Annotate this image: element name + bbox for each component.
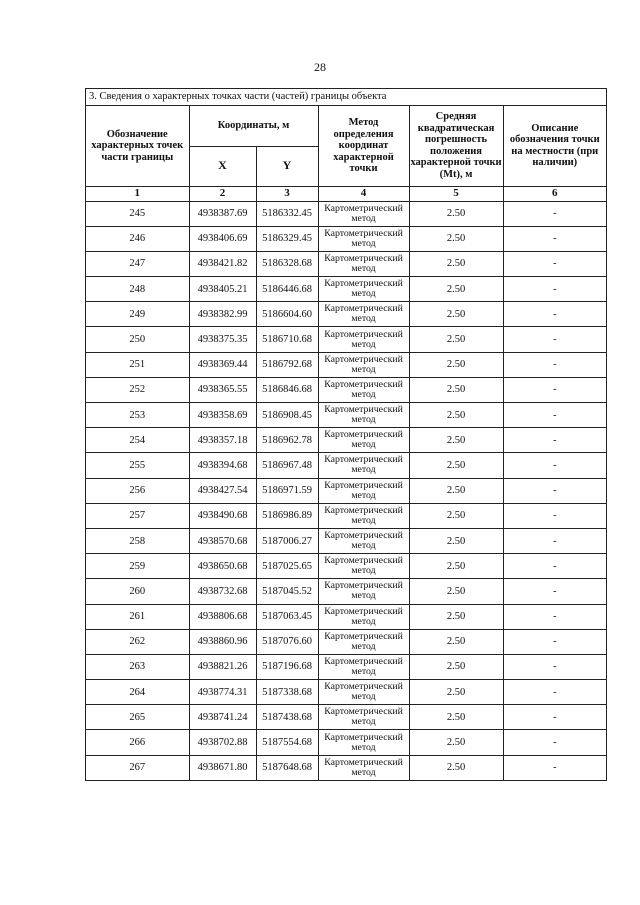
method-cell: Картометрический метод: [318, 680, 409, 705]
rms-error-cell: 2.50: [409, 403, 503, 428]
x-coordinate-cell: 4938774.31: [189, 680, 256, 705]
table-row: [86, 528, 606, 553]
method-cell: Картометрический метод: [318, 352, 409, 377]
column-numbers-row: [86, 186, 606, 201]
description-cell: -: [503, 352, 606, 377]
table-row: [86, 730, 606, 755]
column-number: 2: [189, 186, 256, 201]
description-cell: -: [503, 302, 606, 327]
rms-error-cell: 2.50: [409, 730, 503, 755]
y-coordinate-cell: 5186962.78: [256, 428, 318, 453]
x-coordinate-cell: 4938421.82: [189, 251, 256, 276]
rms-error-cell: 2.50: [409, 528, 503, 553]
description-cell: -: [503, 654, 606, 679]
header-rms-error: Средняя квадратическая погрешность положения характерной точки (Mt), м: [409, 106, 503, 186]
column-number: 6: [503, 186, 606, 201]
y-coordinate-cell: 5186971.59: [256, 478, 318, 503]
rms-error-cell: 2.50: [409, 428, 503, 453]
rms-error-cell: 2.50: [409, 755, 503, 780]
x-coordinate-cell: 4938570.68: [189, 528, 256, 553]
table-row: [86, 604, 606, 629]
description-cell: -: [503, 428, 606, 453]
rms-error-cell: 2.50: [409, 377, 503, 402]
x-coordinate-cell: 4938741.24: [189, 705, 256, 730]
description-cell: -: [503, 680, 606, 705]
table-row: [86, 352, 606, 377]
rms-error-cell: 2.50: [409, 579, 503, 604]
table-row: [86, 453, 606, 478]
y-coordinate-cell: 5187045.52: [256, 579, 318, 604]
point-cell: 263: [86, 654, 189, 679]
method-cell: Картометрический метод: [318, 251, 409, 276]
header-y: Y: [256, 146, 318, 186]
table-row: [86, 428, 606, 453]
rms-error-cell: 2.50: [409, 327, 503, 352]
rms-error-cell: 2.50: [409, 604, 503, 629]
point-cell: 266: [86, 730, 189, 755]
description-cell: -: [503, 629, 606, 654]
description-cell: -: [503, 226, 606, 251]
description-cell: -: [503, 604, 606, 629]
x-coordinate-cell: 4938490.68: [189, 503, 256, 528]
point-cell: 246: [86, 226, 189, 251]
method-cell: Картометрический метод: [318, 554, 409, 579]
method-cell: Картометрический метод: [318, 478, 409, 503]
table-row: [86, 201, 606, 226]
point-cell: 253: [86, 403, 189, 428]
column-number: 5: [409, 186, 503, 201]
point-cell: 261: [86, 604, 189, 629]
y-coordinate-cell: 5187338.68: [256, 680, 318, 705]
method-cell: Картометрический метод: [318, 302, 409, 327]
boundary-points-table: [86, 106, 606, 780]
rms-error-cell: 2.50: [409, 201, 503, 226]
description-cell: -: [503, 453, 606, 478]
method-cell: Картометрический метод: [318, 654, 409, 679]
method-cell: Картометрический метод: [318, 705, 409, 730]
rms-error-cell: 2.50: [409, 226, 503, 251]
x-coordinate-cell: 4938702.88: [189, 730, 256, 755]
y-coordinate-cell: 5186986.89: [256, 503, 318, 528]
rms-error-cell: 2.50: [409, 453, 503, 478]
description-cell: -: [503, 554, 606, 579]
description-cell: -: [503, 755, 606, 780]
y-coordinate-cell: 5186908.45: [256, 403, 318, 428]
table-row: [86, 302, 606, 327]
table-row: [86, 503, 606, 528]
description-cell: -: [503, 579, 606, 604]
table-row: [86, 554, 606, 579]
x-coordinate-cell: 4938406.69: [189, 226, 256, 251]
page-number: 28: [314, 60, 326, 74]
y-coordinate-cell: 5186846.68: [256, 377, 318, 402]
method-cell: Картометрический метод: [318, 327, 409, 352]
point-cell: 267: [86, 755, 189, 780]
description-cell: -: [503, 403, 606, 428]
section-title: 3. Сведения о характерных точках части (частей) границы объекта: [86, 89, 606, 106]
description-cell: -: [503, 503, 606, 528]
y-coordinate-cell: 5186967.48: [256, 453, 318, 478]
y-coordinate-cell: 5187438.68: [256, 705, 318, 730]
method-cell: Картометрический метод: [318, 403, 409, 428]
method-cell: Картометрический метод: [318, 226, 409, 251]
y-coordinate-cell: 5187554.68: [256, 730, 318, 755]
column-number: 3: [256, 186, 318, 201]
rms-error-cell: 2.50: [409, 277, 503, 302]
x-coordinate-cell: 4938375.35: [189, 327, 256, 352]
x-coordinate-cell: 4938394.68: [189, 453, 256, 478]
rms-error-cell: 2.50: [409, 503, 503, 528]
point-cell: 255: [86, 453, 189, 478]
y-coordinate-cell: 5187196.68: [256, 654, 318, 679]
header-method: Метод определения координат характерной точки: [318, 106, 409, 186]
boundary-points-sheet: [85, 88, 607, 781]
header-description: Описание обозначения точки на местности (при наличии): [503, 106, 606, 186]
rms-error-cell: 2.50: [409, 654, 503, 679]
point-cell: 247: [86, 251, 189, 276]
point-cell: 258: [86, 528, 189, 553]
point-cell: 251: [86, 352, 189, 377]
x-coordinate-cell: 4938405.21: [189, 277, 256, 302]
x-coordinate-cell: 4938382.99: [189, 302, 256, 327]
description-cell: -: [503, 705, 606, 730]
y-coordinate-cell: 5186328.68: [256, 251, 318, 276]
point-cell: 248: [86, 277, 189, 302]
point-cell: 260: [86, 579, 189, 604]
method-cell: Картометрический метод: [318, 377, 409, 402]
x-coordinate-cell: 4938369.44: [189, 352, 256, 377]
rms-error-cell: 2.50: [409, 554, 503, 579]
description-cell: -: [503, 251, 606, 276]
y-coordinate-cell: 5187025.65: [256, 554, 318, 579]
point-cell: 262: [86, 629, 189, 654]
method-cell: Картометрический метод: [318, 201, 409, 226]
point-cell: 249: [86, 302, 189, 327]
description-cell: -: [503, 201, 606, 226]
x-coordinate-cell: 4938357.18: [189, 428, 256, 453]
x-coordinate-cell: 4938860.96: [189, 629, 256, 654]
table-row: [86, 705, 606, 730]
rms-error-cell: 2.50: [409, 478, 503, 503]
method-cell: Картометрический метод: [318, 755, 409, 780]
y-coordinate-cell: 5187076.60: [256, 629, 318, 654]
table-row: [86, 654, 606, 679]
point-cell: 245: [86, 201, 189, 226]
table-row: [86, 579, 606, 604]
column-number: 4: [318, 186, 409, 201]
point-cell: 265: [86, 705, 189, 730]
rms-error-cell: 2.50: [409, 352, 503, 377]
rms-error-cell: 2.50: [409, 680, 503, 705]
point-cell: 256: [86, 478, 189, 503]
rms-error-cell: 2.50: [409, 251, 503, 276]
y-coordinate-cell: 5186329.45: [256, 226, 318, 251]
table-row: [86, 251, 606, 276]
point-cell: 264: [86, 680, 189, 705]
table-row: [86, 478, 606, 503]
table-row: [86, 755, 606, 780]
x-coordinate-cell: 4938387.69: [189, 201, 256, 226]
y-coordinate-cell: 5186332.45: [256, 201, 318, 226]
method-cell: Картометрический метод: [318, 604, 409, 629]
description-cell: -: [503, 478, 606, 503]
x-coordinate-cell: 4938671.80: [189, 755, 256, 780]
method-cell: Картометрический метод: [318, 503, 409, 528]
method-cell: Картометрический метод: [318, 579, 409, 604]
method-cell: Картометрический метод: [318, 528, 409, 553]
table-body: [86, 201, 606, 780]
header-designation: Обозначение характерных точек части границы: [86, 106, 189, 186]
table-row: [86, 377, 606, 402]
point-cell: 257: [86, 503, 189, 528]
method-cell: Картометрический метод: [318, 730, 409, 755]
rms-error-cell: 2.50: [409, 705, 503, 730]
column-number: 1: [86, 186, 189, 201]
description-cell: -: [503, 377, 606, 402]
point-cell: 259: [86, 554, 189, 579]
y-coordinate-cell: 5186446.68: [256, 277, 318, 302]
point-cell: 250: [86, 327, 189, 352]
description-cell: -: [503, 528, 606, 553]
table-row: [86, 327, 606, 352]
y-coordinate-cell: 5187063.45: [256, 604, 318, 629]
method-cell: Картометрический метод: [318, 277, 409, 302]
point-cell: 252: [86, 377, 189, 402]
x-coordinate-cell: 4938732.68: [189, 579, 256, 604]
y-coordinate-cell: 5186792.68: [256, 352, 318, 377]
x-coordinate-cell: 4938821.26: [189, 654, 256, 679]
description-cell: -: [503, 327, 606, 352]
description-cell: -: [503, 277, 606, 302]
method-cell: Картометрический метод: [318, 428, 409, 453]
description-cell: -: [503, 730, 606, 755]
table-row: [86, 277, 606, 302]
x-coordinate-cell: 4938365.55: [189, 377, 256, 402]
point-cell: 254: [86, 428, 189, 453]
y-coordinate-cell: 5186604.60: [256, 302, 318, 327]
table-row: [86, 629, 606, 654]
method-cell: Картометрический метод: [318, 629, 409, 654]
x-coordinate-cell: 4938650.68: [189, 554, 256, 579]
header-coordinates: Координаты, м: [189, 106, 318, 146]
header-x: X: [189, 146, 256, 186]
y-coordinate-cell: 5186710.68: [256, 327, 318, 352]
y-coordinate-cell: 5187006.27: [256, 528, 318, 553]
x-coordinate-cell: 4938427.54: [189, 478, 256, 503]
y-coordinate-cell: 5187648.68: [256, 755, 318, 780]
table-row: [86, 226, 606, 251]
rms-error-cell: 2.50: [409, 629, 503, 654]
x-coordinate-cell: 4938358.69: [189, 403, 256, 428]
method-cell: Картометрический метод: [318, 453, 409, 478]
x-coordinate-cell: 4938806.68: [189, 604, 256, 629]
table-row: [86, 403, 606, 428]
table-row: [86, 680, 606, 705]
rms-error-cell: 2.50: [409, 302, 503, 327]
